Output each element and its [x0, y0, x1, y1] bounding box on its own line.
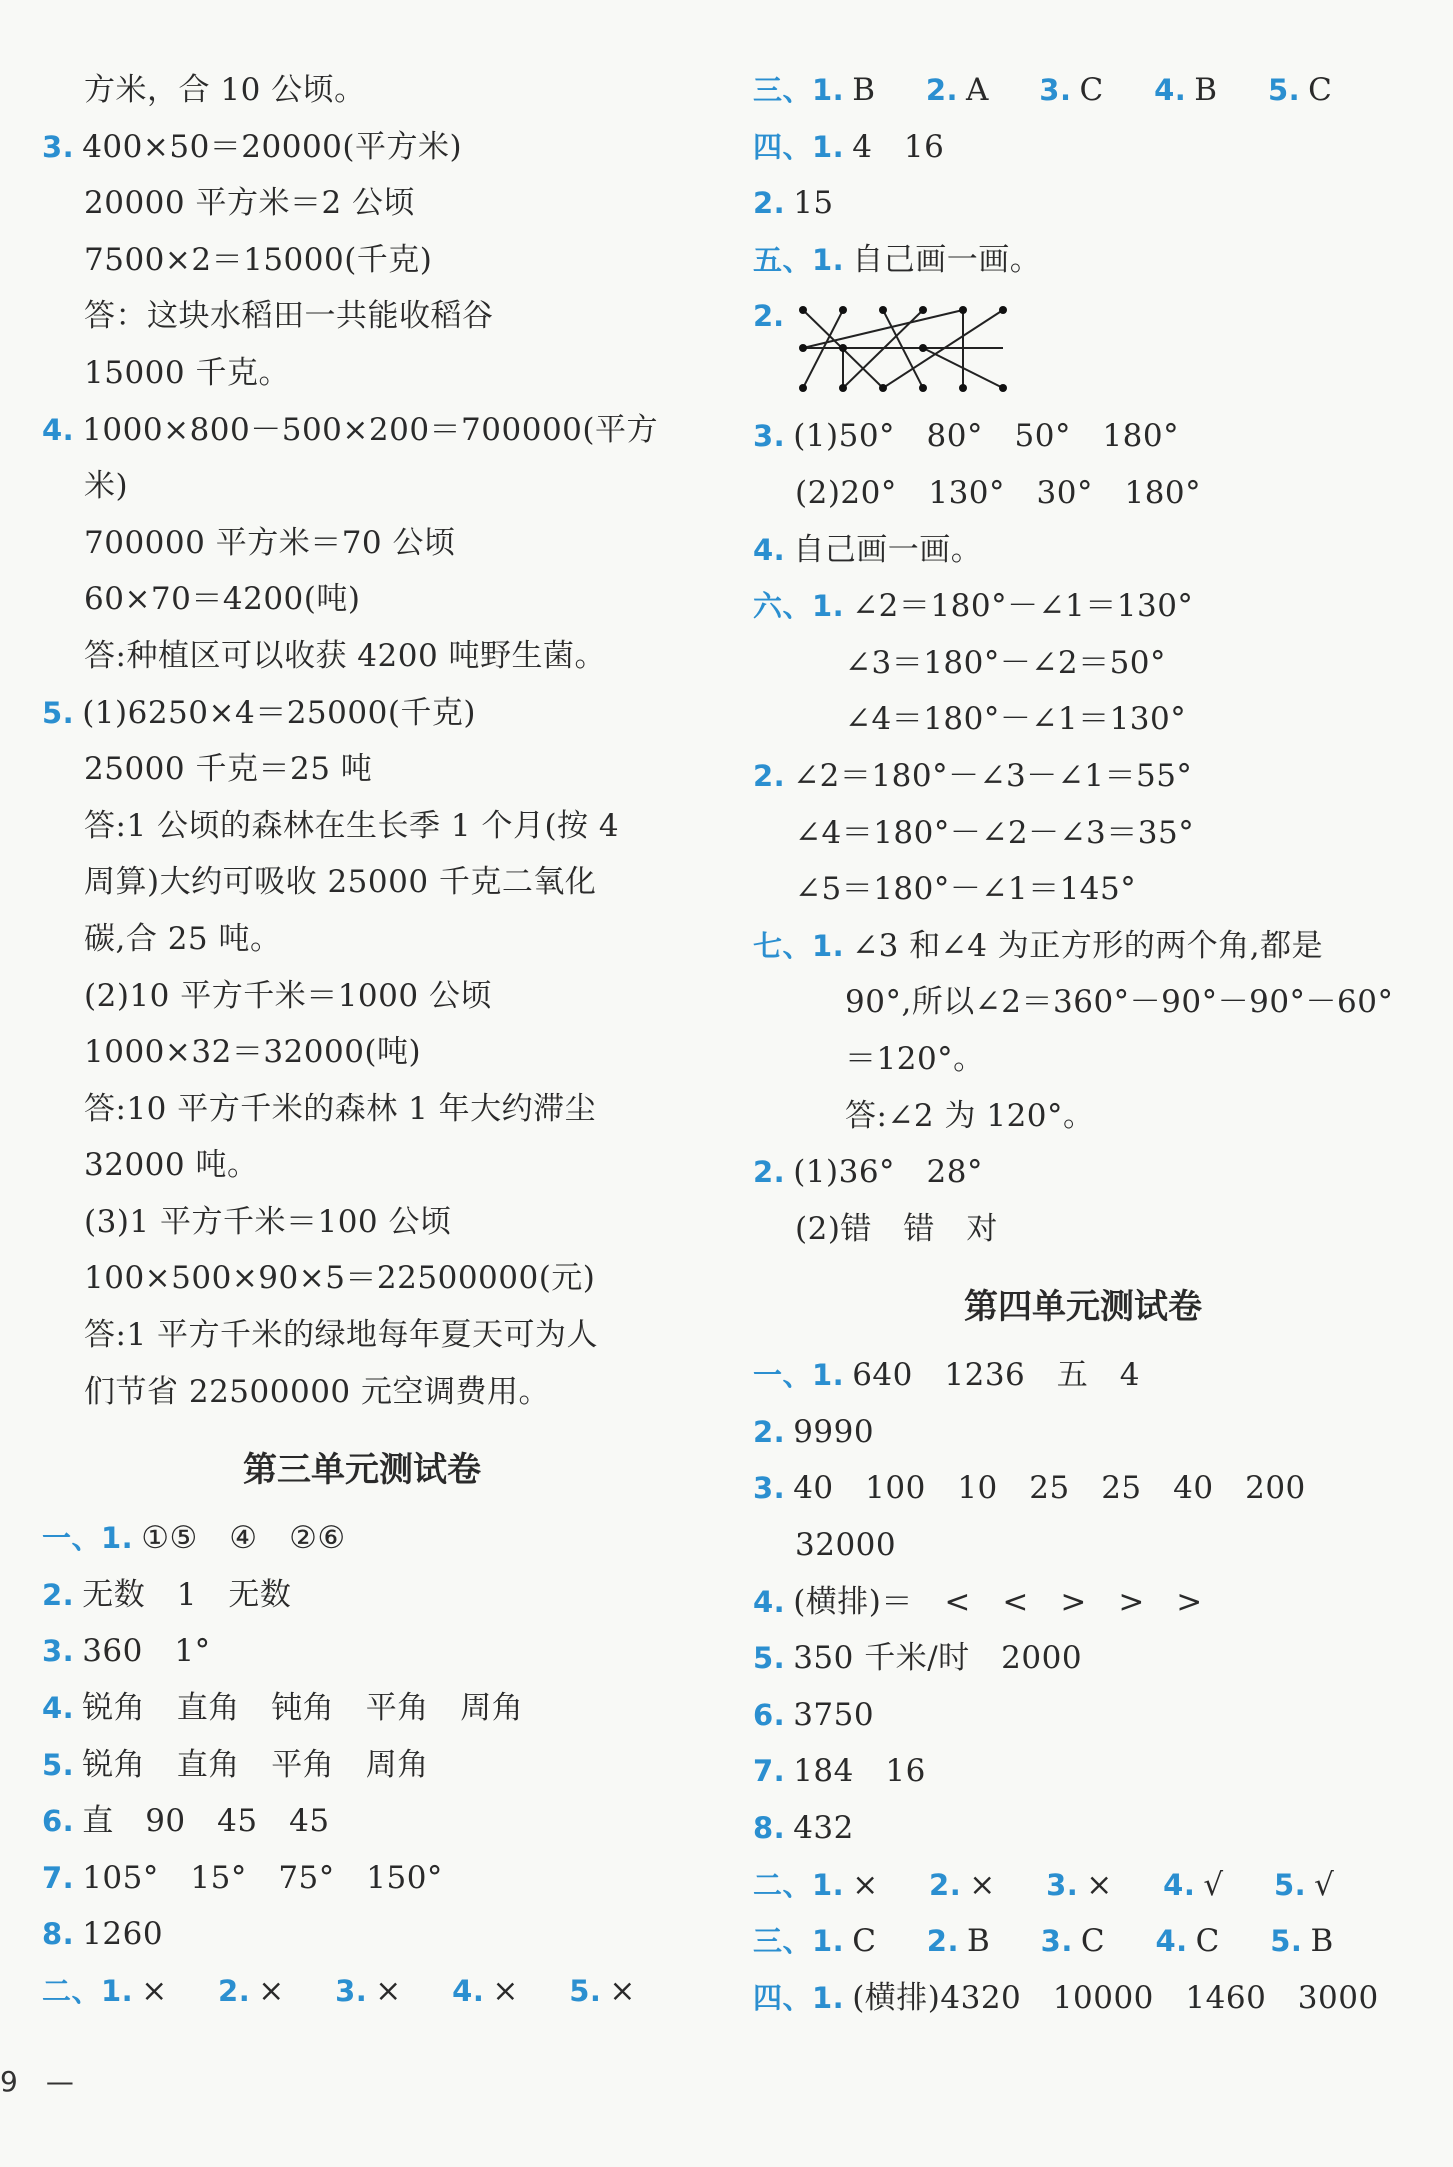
unit-4-title: 第四单元测试卷 [964, 1287, 1202, 1328]
section-3-answers [753, 62, 1413, 119]
answer-text: 640 1236 五 4 [852, 1357, 1140, 1394]
unit4-section-3-answers [753, 1913, 1413, 1970]
answer-text: 350 千米/时 2000 [793, 1640, 1083, 1677]
answer-text: √ [1203, 1866, 1224, 1903]
question-number: 2. [42, 1577, 75, 1612]
text-line: 米) [84, 468, 129, 505]
answer-text: (1)36° 28° [793, 1154, 984, 1191]
answer-text: C [1080, 1923, 1106, 1960]
answer-text: 360 1° [82, 1633, 211, 1670]
text-line: 20000 平方米＝2 公顷 [84, 185, 416, 222]
question-number: 3. [1039, 73, 1072, 107]
unit4-section-1-q6 [753, 1687, 1413, 1744]
answer-text: 自己画一画。 [852, 241, 1042, 278]
text-line: 周算)大约可吸收 25000 千克二氧化 [84, 864, 597, 901]
question-number: 5. [42, 695, 75, 730]
answer-text: × [852, 1866, 879, 1903]
section-6-q2 [753, 748, 1413, 805]
answer-text: C [1079, 72, 1104, 108]
question-number: 三、1. [753, 1924, 845, 1959]
section-6-q1 [753, 578, 1413, 635]
text-line: 60×70＝4200(吨) [84, 581, 361, 618]
question-number: 一、1. [753, 1358, 845, 1393]
answer-text: × [609, 1973, 636, 2009]
question-4 [42, 402, 682, 459]
section-1-q5 [42, 1737, 682, 1794]
text-line: (2)20° 130° 30° 180° [795, 474, 1202, 511]
text-line: 25000 千克＝25 吨 [84, 751, 373, 788]
question-number: 5. [42, 1747, 75, 1782]
question-number: 3. [753, 1471, 786, 1506]
question-number: 4. [1163, 1867, 1196, 1902]
answer-text: A [966, 72, 989, 108]
question-number: 2. [753, 186, 786, 221]
text-line: 90°,所以∠2＝360°－90°－90°－60° [845, 984, 1394, 1021]
answer-text: 432 [793, 1810, 854, 1847]
question-number: 4. [42, 412, 75, 447]
answer-text: 锐角 直角 平角 周角 [82, 1746, 429, 1783]
section-5-q2 [753, 288, 1413, 408]
text-line: 碳,合 25 吨。 [84, 920, 282, 957]
text-line: 答:10 平方千米的森林 1 年大约滞尘 [84, 1090, 597, 1127]
question-number: 一、1. [42, 1521, 134, 1556]
answer-text: C [1308, 72, 1333, 108]
answer-text: 400×50＝20000(平方米) [82, 128, 463, 165]
question-number: 3. [753, 419, 786, 454]
question-number: 5. [1267, 73, 1301, 107]
answer-text: √ [1314, 1866, 1335, 1903]
page-number: 9 — [0, 2065, 74, 2098]
question-number: 8. [753, 1811, 786, 1846]
question-number: 2. [925, 73, 959, 107]
text-line: ∠3＝180°－∠2＝50° [845, 644, 1167, 681]
question-number: 8. [42, 1917, 75, 1952]
question-number: 3. [335, 1974, 368, 2008]
question-number: 4. [1155, 1924, 1188, 1959]
text-line: 答:∠2 为 120°。 [845, 1097, 1095, 1134]
question-number: 5. [1270, 1924, 1303, 1959]
text-line: 答：这块水稻田一共能收稻谷 [84, 298, 494, 335]
question-number: 5. [753, 1641, 786, 1676]
unit-3-title: 第三单元测试卷 [243, 1450, 481, 1491]
question-number: 7. [42, 1860, 75, 1895]
question-number: 3. [1040, 1924, 1073, 1959]
section-1-q1 [42, 1510, 682, 1567]
question-number: 7. [753, 1754, 786, 1789]
question-5 [42, 685, 682, 742]
answer-text: (1)6250×4＝25000(千克) [82, 694, 477, 731]
text-line: ∠5＝180°－∠1＝145° [795, 871, 1137, 908]
question-number: 6. [753, 1697, 786, 1732]
question-number: 2. [753, 299, 785, 334]
answer-text: × [969, 1866, 996, 1903]
text-line: 15000 千克。 [84, 354, 290, 391]
unit4-section-1-q8 [753, 1800, 1413, 1857]
section-7-q1 [753, 918, 1413, 975]
question-number: 4. [42, 1691, 75, 1726]
text-line: 32000 吨。 [84, 1147, 259, 1184]
question-number: 4. [1154, 73, 1187, 107]
text-line: (3)1 平方千米＝100 公顷 [84, 1203, 452, 1240]
text-line: ∠4＝180°－∠2－∠3＝35° [795, 814, 1195, 851]
answer-text: × [1086, 1866, 1113, 1903]
answer-text: C [852, 1923, 877, 1960]
question-number: 2. [753, 1414, 786, 1449]
question-number: 2. [753, 1155, 786, 1190]
question-number: 2. [926, 1924, 959, 1959]
question-number: 五、1. [753, 242, 845, 277]
section-4-q1 [753, 119, 1413, 176]
answer-text: 自己画一画。 [793, 531, 983, 568]
answer-text: 4 16 [852, 128, 945, 165]
text-line: 答:种植区可以收获 4200 吨野生菌。 [84, 637, 607, 674]
question-number: 二、1. [753, 1867, 845, 1902]
answer-text: 无数 1 无数 [82, 1576, 292, 1613]
diagram-lines [803, 310, 1003, 388]
right-column [753, 62, 1413, 2026]
answer-text: (横排)＝ < < > > > [793, 1583, 1203, 1620]
unit4-section-1-q7 [753, 1743, 1413, 1800]
text-line: 700000 平方米＝70 公顷 [84, 524, 456, 561]
answer-text: B [967, 1923, 991, 1960]
section-5-q1 [753, 232, 1413, 289]
left-column [42, 62, 682, 2020]
question-number: 4. [452, 1974, 485, 2008]
unit4-section-4-q1 [753, 1970, 1413, 2027]
answer-text: ∠2＝180°－∠1＝130° [852, 588, 1194, 625]
answer-text: ∠3 和∠4 为正方形的两个角,都是 [852, 927, 1324, 964]
answer-text: B [1310, 1923, 1334, 1960]
answer-text: C [1195, 1923, 1220, 1960]
answer-text: 1000×800－500×200＝700000(平方 [82, 411, 658, 448]
text-line: 7500×2＝15000(千克) [84, 241, 433, 278]
section-5-q3 [753, 408, 1413, 465]
question-number: 2. [218, 1974, 251, 2008]
section-7-q2 [753, 1144, 1413, 1201]
section-1-q6 [42, 1793, 682, 1850]
question-number: 5. [1273, 1867, 1307, 1902]
section-1-q7 [42, 1850, 682, 1907]
text-line: 32000 [795, 1527, 897, 1564]
answer-text: 锐角 直角 钝角 平角 周角 [82, 1690, 524, 1727]
section-1-q4 [42, 1680, 682, 1737]
answer-text: 9990 [793, 1413, 875, 1450]
section-5-q4 [753, 522, 1413, 579]
unit4-section-1-q2 [753, 1404, 1413, 1461]
question-number: 4. [753, 1584, 786, 1619]
text-line: 方米，合 10 公顷。 [84, 72, 366, 108]
question-3 [42, 119, 682, 176]
text-line: 1000×32＝32000(吨) [84, 1034, 422, 1071]
answer-text: × [492, 1973, 519, 2009]
answer-text: (横排)4320 10000 1460 3000 [852, 1979, 1379, 2016]
answer-text: × [258, 1973, 285, 2009]
answer-text: B [1194, 72, 1218, 108]
unit4-section-1-q5 [753, 1630, 1413, 1687]
question-number: 三、1. [753, 73, 845, 107]
question-number: 2. [929, 1867, 962, 1902]
text-line: 100×500×90×5＝22500000(元) [84, 1260, 596, 1297]
text-line: 答:1 平方千米的绿地每年夏天可为人 [84, 1317, 599, 1354]
text-line: 们节省 22500000 元空调费用。 [84, 1373, 550, 1410]
answer-text: ∠2＝180°－∠3－∠1＝55° [793, 757, 1193, 794]
answer-text: 3750 [793, 1696, 875, 1733]
question-number: 3. [42, 1634, 75, 1669]
section-2-answers [42, 1963, 682, 2020]
question-number: 3. [42, 129, 75, 164]
text-line: (2)错 错 对 [795, 1210, 998, 1247]
text-line: ＝120°。 [845, 1040, 985, 1077]
text-line: ∠4＝180°－∠1＝130° [845, 701, 1187, 738]
question-number: 四、1. [753, 1980, 845, 2015]
question-number: 5. [569, 1974, 602, 2008]
answer-text: 184 16 [793, 1753, 926, 1790]
dot-line-diagram [793, 298, 1033, 398]
question-number: 3. [1046, 1867, 1079, 1902]
answer-text: 15 [793, 185, 834, 222]
section-1-q8 [42, 1906, 682, 1963]
section-1-q2 [42, 1567, 682, 1624]
answer-text: 1260 [82, 1916, 164, 1953]
unit4-section-2-answers [753, 1857, 1413, 1914]
unit4-section-1-q1 [753, 1347, 1413, 1404]
answer-text: × [141, 1973, 168, 2009]
question-number: 七、1. [753, 928, 845, 963]
unit4-section-1-q4 [753, 1574, 1413, 1631]
question-number: 2. [753, 758, 786, 793]
answer-text: 40 100 10 25 25 40 200 [793, 1470, 1306, 1507]
question-number: 二、1. [42, 1974, 134, 2008]
text-line: 答:1 公顷的森林在生长季 1 个月(按 4 [84, 807, 620, 844]
answer-text: (1)50° 80° 50° 180° [793, 418, 1180, 455]
question-number: 4. [753, 532, 786, 567]
question-number: 六、1. [753, 589, 845, 624]
question-number: 6. [42, 1804, 75, 1839]
question-number: 四、1. [753, 129, 845, 164]
answer-text: 直 90 45 45 [82, 1803, 330, 1840]
answer-text: × [375, 1973, 402, 2009]
answer-text: 105° 15° 75° 150° [82, 1859, 443, 1896]
section-1-q3 [42, 1623, 682, 1680]
text-line: (2)10 平方千米＝1000 公顷 [84, 977, 492, 1014]
answer-text: ①⑤ ④ ②⑥ [141, 1520, 346, 1557]
section-4-q2 [753, 175, 1413, 232]
answer-text: B [852, 72, 876, 108]
unit4-section-1-q3 [753, 1460, 1413, 1517]
